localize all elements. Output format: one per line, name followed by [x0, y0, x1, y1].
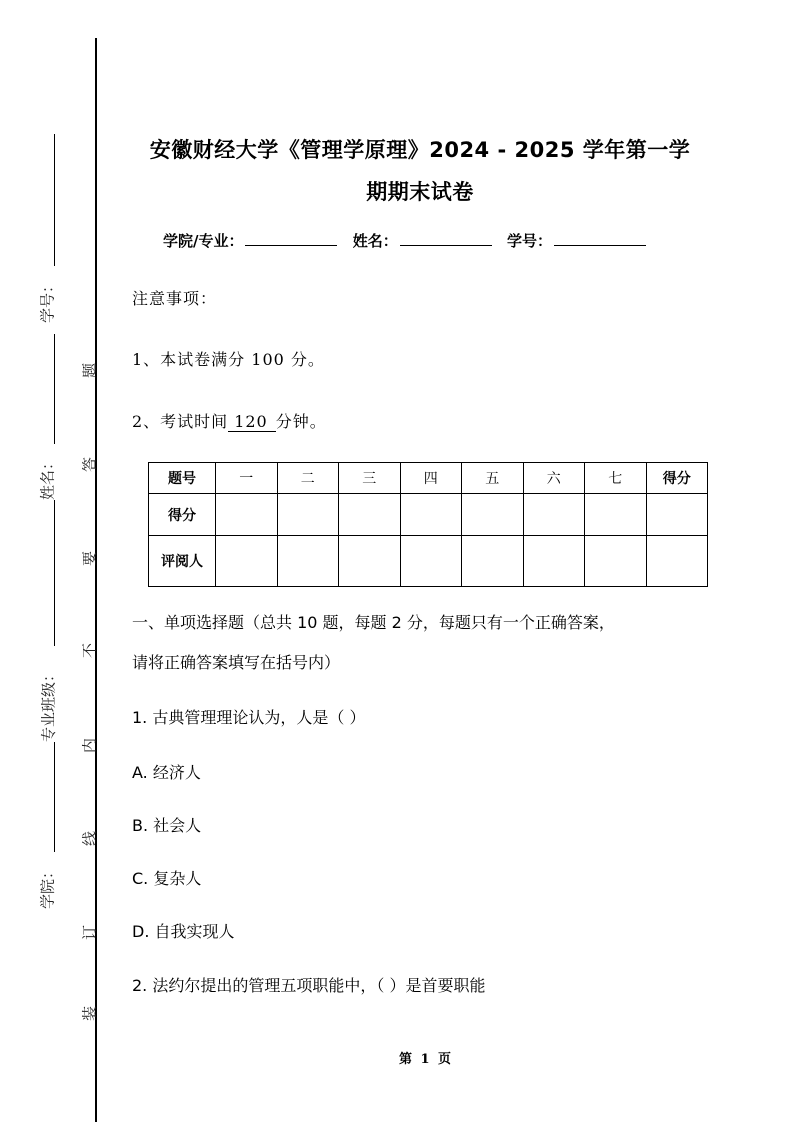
header-cell: 三 — [339, 463, 401, 494]
table-row — [149, 536, 708, 587]
notes-item-2-suffix: 分钟。 — [275, 412, 327, 431]
header-cell: 得分 — [646, 463, 708, 494]
header-cell: 六 — [523, 463, 585, 494]
score-cell[interactable] — [585, 494, 647, 536]
student-id-line — [54, 134, 55, 266]
header-cell: 四 — [400, 463, 462, 494]
question-1: 1. 古典管理理论认为，人是（ ） — [132, 708, 366, 727]
student-id-label: 学号： — [506, 232, 552, 250]
grader-cell[interactable] — [585, 536, 647, 587]
college-major-blank[interactable] — [245, 231, 337, 246]
page-number: 第 1 页 — [398, 1052, 452, 1067]
header-cell: 题号 — [149, 463, 216, 494]
score-table — [148, 462, 708, 587]
header-cell: 五 — [462, 463, 524, 494]
binding-line — [95, 38, 97, 1122]
margin-college-label: 学院： — [38, 864, 57, 910]
header-cell: 二 — [277, 463, 339, 494]
question-1-option-c[interactable]: C. 复杂人 — [132, 869, 202, 888]
margin-name-label: 姓名： — [38, 455, 57, 501]
question-1-option-b[interactable]: B. 社会人 — [132, 816, 202, 835]
grader-cell[interactable] — [462, 536, 524, 587]
major-class-line — [54, 742, 55, 852]
score-cell[interactable] — [400, 494, 462, 536]
grader-cell[interactable] — [339, 536, 401, 587]
table-row — [149, 494, 708, 536]
grader-cell[interactable] — [523, 536, 585, 587]
grader-cell[interactable] — [400, 536, 462, 587]
seal-char: 题 — [80, 363, 99, 379]
question-2: 2. 法约尔提出的管理五项职能中，（ ）是首要职能 — [132, 976, 486, 995]
seal-char: 要 — [80, 551, 99, 567]
notes-item-1: 1、本试卷满分 100 分。 — [132, 350, 325, 369]
score-cell[interactable] — [462, 494, 524, 536]
seal-char: 订 — [80, 925, 99, 941]
college-major-label: 学院/专业： — [163, 232, 244, 250]
question-1-option-a[interactable]: A. 经济人 — [132, 763, 201, 782]
row-label: 得分 — [149, 494, 216, 536]
exam-duration-value: 120 — [228, 412, 276, 432]
score-cell[interactable] — [216, 494, 278, 536]
row-label: 评阅人 — [149, 536, 216, 587]
question-1-option-d[interactable]: D. 自我实现人 — [132, 922, 235, 941]
exam-title-line1: 安徽财经大学《管理学原理》2024 - 2025 学年第一学 — [149, 138, 691, 162]
notes-item-2-prefix: 2、考试时间 — [132, 412, 229, 431]
name-blank[interactable] — [400, 231, 492, 246]
seal-char: 装 — [80, 1006, 99, 1022]
score-cell[interactable] — [646, 494, 708, 536]
seal-char: 答 — [80, 457, 99, 473]
grader-cell[interactable] — [216, 536, 278, 587]
score-cell[interactable] — [277, 494, 339, 536]
header-cell: 七 — [585, 463, 647, 494]
section1-heading-line1: 一、单项选择题（总共 10 题，每题 2 分，每题只有一个正确答案， — [132, 613, 615, 632]
margin-major-class-label: 专业班级： — [39, 667, 58, 743]
score-table-header-row — [149, 463, 708, 494]
margin-student-id-label: 学号： — [38, 278, 57, 324]
exam-title-line2: 期期末试卷 — [366, 180, 474, 204]
section1-heading-line2: 请将正确答案填写在括号内） — [132, 653, 341, 672]
score-cell[interactable] — [523, 494, 585, 536]
notes-heading: 注意事项： — [132, 289, 218, 308]
grader-cell[interactable] — [646, 536, 708, 587]
name-label: 姓名： — [352, 232, 398, 250]
grader-cell[interactable] — [277, 536, 339, 587]
name-line-lower — [54, 500, 55, 646]
name-line-upper — [54, 334, 55, 444]
notes-item-2 — [132, 409, 327, 432]
header-cell: 一 — [216, 463, 278, 494]
student-id-blank[interactable] — [554, 231, 646, 246]
seal-char: 线 — [80, 831, 99, 847]
seal-char: 内 — [80, 738, 99, 754]
student-info-fields — [163, 230, 646, 251]
score-cell[interactable] — [339, 494, 401, 536]
seal-char: 不 — [80, 643, 99, 659]
